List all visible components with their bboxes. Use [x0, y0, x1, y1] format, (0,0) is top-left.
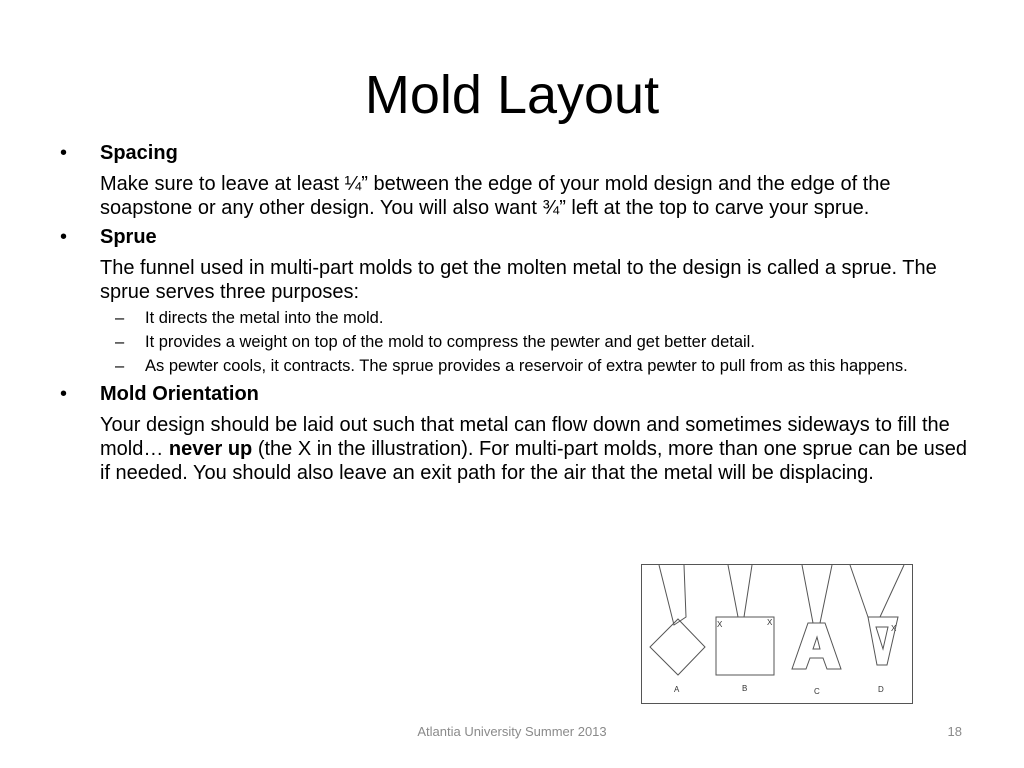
figure-label-a: A: [674, 685, 680, 694]
figure-label-c: C: [814, 687, 820, 696]
sub-item-text: It provides a weight on top of the mold to compress the pewter and get better detail.: [145, 333, 755, 351]
bullet-heading-mold-orientation: Mold Orientation: [100, 383, 259, 405]
illustration-drawing: [642, 565, 912, 703]
bullet-spacing: [60, 140, 972, 220]
body-text-before: Your design should be laid out such that metal can flow down and sometimes sideways to fill the mold…: [100, 414, 950, 460]
bullet-heading-sprue: Sprue: [100, 226, 157, 248]
body-text-after: (the X in the illustration). For multi-part molds, more than one sprue can be used if needed. You should also leave an exit path for the air that the metal will be displacing.: [100, 438, 968, 484]
x-mark: X: [717, 620, 723, 629]
sub-marker: –: [115, 357, 125, 375]
sprue-c: [802, 565, 832, 623]
diamond-shape-a: [650, 619, 705, 675]
sprue-d: [850, 565, 904, 617]
bullet-mold-orientation: [60, 381, 972, 485]
bullet-marker: •: [60, 383, 68, 405]
x-mark: X: [767, 618, 773, 627]
bullet-marker: •: [60, 142, 68, 164]
bullet-heading-spacing: Spacing: [100, 142, 178, 164]
sub-marker: –: [115, 309, 125, 327]
square-shape-b: [716, 617, 774, 675]
list-item: [100, 356, 935, 377]
mold-orientation-illustration: [641, 564, 913, 704]
letter-a-shape-c: [792, 623, 841, 669]
slide-title: Mold Layout: [364, 65, 660, 125]
bullet-sprue: [60, 224, 972, 377]
figure-label-b: B: [742, 684, 748, 693]
slide-number: 18: [947, 724, 962, 739]
figure-label-d: D: [878, 685, 884, 694]
sprue-purposes-list: [100, 308, 972, 377]
list-item: [100, 308, 935, 329]
bullet-body-spacing: Make sure to leave at least ¼” between the edge of your mold design and the edge of the soapstone or any other design. You will also want ¾” left at the top to carve your sprue.: [100, 173, 891, 219]
bullet-body-sprue: The funnel used in multi-part molds to get the molten metal to the design is called a sprue. The sprue serves three purposes:: [100, 257, 937, 303]
sprue-a: [659, 565, 686, 625]
x-mark: X: [891, 624, 897, 633]
bullet-marker: •: [60, 226, 68, 248]
sub-item-text: As pewter cools, it contracts. The sprue provides a reservoir of extra pewter to pull from as this happens.: [145, 357, 908, 375]
sub-marker: –: [115, 333, 125, 351]
sub-item-text: It directs the metal into the mold.: [145, 309, 384, 327]
slide-footer: Atlantia University Summer 2013: [417, 724, 607, 739]
sprue-b: [728, 565, 752, 617]
body-text-emphasis: never up: [168, 438, 253, 460]
bullet-body-mold-orientation: [100, 413, 970, 485]
slide-content: [60, 140, 972, 489]
list-item: [100, 332, 935, 353]
